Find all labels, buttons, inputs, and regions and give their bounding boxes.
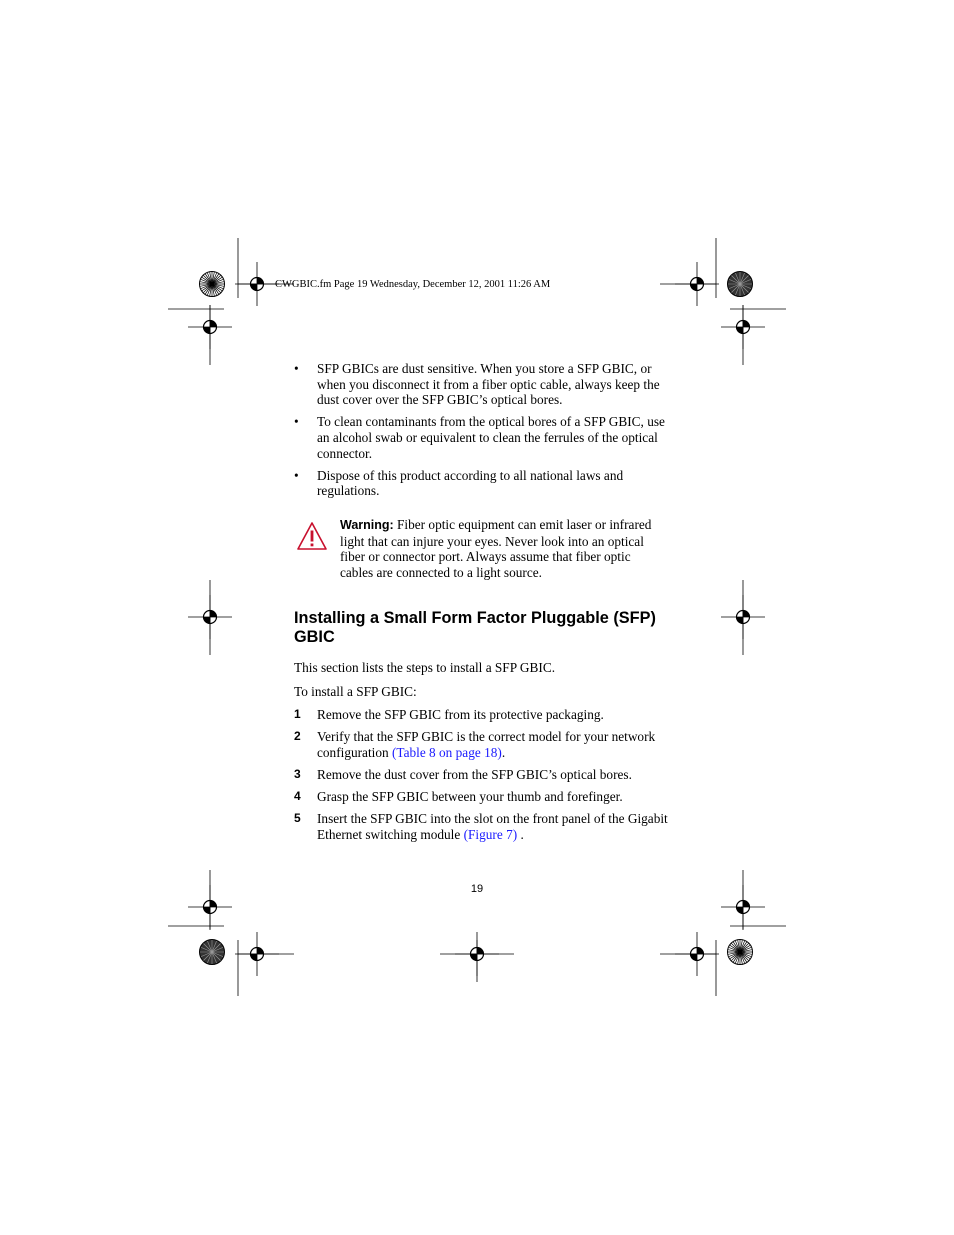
bullet-icon: • xyxy=(294,414,299,430)
list-item xyxy=(294,414,674,461)
install-steps xyxy=(294,707,674,849)
file-header: CWGBIC.fm Page 19 Wednesday, December 12, 2001 11:26 AM xyxy=(275,279,551,290)
figure-7-link[interactable]: (Figure 7) xyxy=(463,826,521,842)
warning-body: Fiber optic equipment can emit laser or infrared light that can injure your eyes. Never look into an optical fiber or connector port. Always assume that fiber optic cables are connected to a light source. xyxy=(340,517,652,580)
procedure-lead: To install a SFP GBIC: xyxy=(294,684,417,699)
section-title: Installing a Small Form Factor Pluggable (SFP) GBIC xyxy=(294,609,656,646)
step-item xyxy=(294,789,674,805)
list-item-text: SFP GBICs are dust sensitive. When you store a SFP GBIC, or when you disconnect it from a fiber optic cable, always keep the dust cover over the SFP GBIC’s optical bores. xyxy=(317,361,660,408)
step-text: Verify that the SFP GBIC is the correct model for your network configuration xyxy=(317,729,656,760)
step-number: 4 xyxy=(294,789,301,804)
step-text: Grasp the SFP GBIC between your thumb and forefinger. xyxy=(317,789,623,805)
step-number: 2 xyxy=(294,729,301,744)
warning-text xyxy=(340,517,660,580)
step-number: 5 xyxy=(294,811,301,826)
list-item-text: To clean contaminants from the optical bores of a SFP GBIC, use an alcohol swab or equivalent to clean the ferrules of the optical connector. xyxy=(317,414,665,461)
step-item xyxy=(294,707,674,723)
list-item-text: Dispose of this product according to all national laws and regulations. xyxy=(317,467,624,499)
precautions-list xyxy=(294,361,674,506)
step-text: Insert the SFP GBIC into the slot on the front panel of the Gigabit Ethernet switching module xyxy=(317,811,668,842)
warning-label: Warning: xyxy=(340,518,394,532)
step-text: Remove the dust cover from the SFP GBIC’s optical bores. xyxy=(317,766,632,782)
step-number: 1 xyxy=(294,707,301,721)
step-item xyxy=(294,767,674,783)
step-text-end: . xyxy=(501,744,506,760)
step-text-end: . xyxy=(520,826,524,842)
step-item xyxy=(294,729,674,760)
section-intro: This section lists the steps to install a SFP GBIC. xyxy=(294,660,556,675)
bullet-icon: • xyxy=(294,467,299,483)
step-text: Remove the SFP GBIC from its protective packaging. xyxy=(317,707,604,722)
warning-triangle-icon xyxy=(296,521,328,551)
step-number: 3 xyxy=(294,766,301,781)
table-8-link[interactable]: (Table 8 on page 18) xyxy=(391,744,502,760)
step-item xyxy=(294,811,674,842)
page-number: 19 xyxy=(470,883,484,895)
bullet-icon: • xyxy=(294,361,299,376)
list-item xyxy=(294,468,674,499)
list-item xyxy=(294,361,674,408)
